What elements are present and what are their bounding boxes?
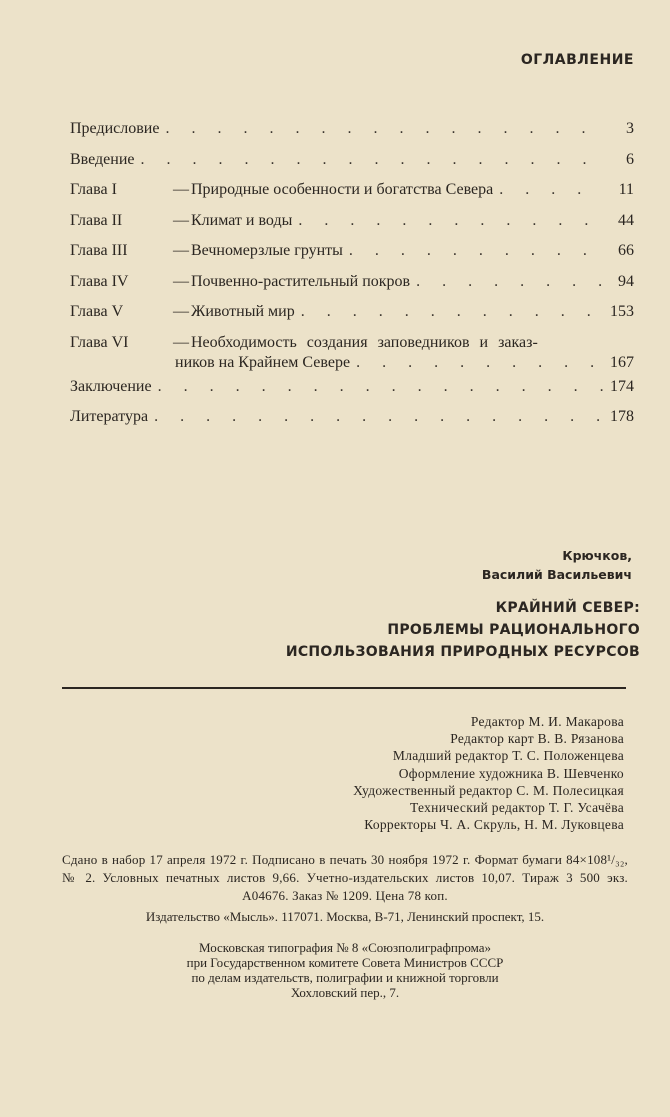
- dash: —: [173, 242, 189, 259]
- toc-entry: [70, 334, 634, 372]
- toc-entry-title-continued: ников на Крайнем Севере: [175, 353, 351, 371]
- publisher-info: Издательство «Мысль». 117071. Москва, В-71, Ленинский проспект, 15.: [145, 909, 545, 924]
- dot-leader: [416, 273, 604, 291]
- toc-page-number: 178: [610, 408, 634, 425]
- toc-heading: ОГЛАВЛЕНИЕ: [520, 52, 634, 68]
- toc-page-number: 11: [618, 181, 634, 198]
- toc-page-number: 167: [610, 353, 634, 371]
- toc-page-number: 94: [618, 272, 634, 290]
- credit-line: Художественный редактор С. М. Полесицкая: [353, 782, 624, 798]
- toc-entry: [70, 151, 634, 182]
- printer-info: [62, 940, 628, 1000]
- credit-line: Оформление художника В. Шевченко: [398, 765, 624, 781]
- toc-chapter-label: Глава V: [70, 303, 124, 320]
- book-title-line: ПРОБЛЕМЫ РАЦИОНАЛЬНОГО: [387, 622, 640, 638]
- divider-rule: [62, 687, 626, 689]
- dash: —: [173, 333, 189, 351]
- toc-chapter-label: Глава I: [70, 181, 117, 198]
- toc-entry-title: Введение: [70, 150, 135, 168]
- credit-line: Корректоры Ч. А. Скруль, Н. М. Луковцева: [364, 817, 624, 833]
- author-name: Василий Васильевич: [481, 567, 632, 582]
- toc-entry-title: Почвенно-растительный покров: [191, 272, 411, 290]
- toc-entry-title: Природные особенности и богатства Севера: [191, 181, 494, 198]
- printer-line: Московская типография № 8 «Союзполиграфпрома»: [198, 940, 492, 955]
- book-title-line: КРАЙНИЙ СЕВЕР:: [495, 600, 640, 616]
- toc-chapter-label: Глава III: [70, 242, 128, 259]
- toc-page-number: 174: [610, 377, 634, 395]
- printer-line: при Государственном комитете Совета Министров СССР: [186, 955, 504, 970]
- imprint-text: Сдано в набор 17 апреля 1972 г. Подписано в печать 30 ноября 1972 г. Формат бумаги 84×108¹/₃₂, № 2. Условных печатных листов 9,66. Учетно-издательских листов 10,07. Тираж 3 500 экз. А04676. Заказ № 1209. Цена 78 коп.: [62, 852, 628, 903]
- toc-page-number: 66: [618, 242, 634, 259]
- printer-line: по делам издательств, полиграфии и книжной торговли: [191, 970, 499, 985]
- dash: —: [173, 303, 189, 320]
- dot-leader: [165, 120, 604, 138]
- author-surname: Крючков,: [562, 548, 632, 563]
- toc-entry: [70, 408, 634, 439]
- toc-entry-title: Предисловие: [70, 120, 160, 137]
- toc-page-number: 3: [626, 120, 634, 137]
- toc-entry: [70, 120, 634, 151]
- toc-chapter-label: Глава II: [70, 211, 123, 229]
- dot-leader: [154, 408, 604, 426]
- toc-entry-title: Заключение: [70, 377, 152, 395]
- toc-entry-title: Вечномерзлые грунты: [191, 242, 343, 259]
- credit-line: Технический редактор Т. Г. Усачёва: [409, 800, 624, 816]
- toc-entry: [70, 378, 634, 409]
- credit-line: Редактор карт В. В. Рязанова: [450, 731, 624, 747]
- toc-entry-title: Литература: [70, 408, 149, 425]
- toc-entry: [70, 181, 634, 212]
- dot-leader: [298, 212, 604, 230]
- dot-leader: [301, 303, 604, 321]
- dash: —: [173, 211, 189, 229]
- book-title-line: ИСПОЛЬЗОВАНИЯ ПРИРОДНЫХ РЕСУРСОВ: [285, 644, 640, 660]
- toc-entry-title: Животный мир: [191, 303, 295, 320]
- toc-page-number: 153: [610, 303, 634, 320]
- dot-leader: [499, 181, 604, 199]
- credit-line: Редактор М. И. Макарова: [470, 714, 624, 729]
- toc-entry-title: Климат и воды: [191, 211, 293, 229]
- toc-chapter-label: Глава IV: [70, 272, 129, 290]
- table-of-contents: [70, 120, 634, 439]
- toc-entry-title: Необходимость создания заповедников и заказ-: [191, 333, 538, 351]
- dot-leader: [356, 354, 604, 372]
- toc-entry: [70, 212, 634, 243]
- dash: —: [173, 272, 189, 290]
- credits: [353, 713, 624, 833]
- credit-line: Младший редактор Т. С. Положенцева: [392, 748, 624, 764]
- toc-page-number: 44: [618, 211, 634, 229]
- toc-chapter-label: Глава VI: [70, 333, 129, 351]
- printer-line: Хохловский пер., 7.: [290, 985, 400, 1000]
- dot-leader: [158, 378, 604, 396]
- toc-entry: [70, 303, 634, 334]
- dot-leader: [349, 242, 604, 260]
- toc-entry: [70, 242, 634, 273]
- dash: —: [173, 181, 189, 198]
- dot-leader: [141, 151, 605, 169]
- book-title: [286, 597, 640, 663]
- toc-entry: [70, 273, 634, 304]
- toc-page-number: 6: [626, 150, 634, 168]
- author-block: [482, 546, 632, 584]
